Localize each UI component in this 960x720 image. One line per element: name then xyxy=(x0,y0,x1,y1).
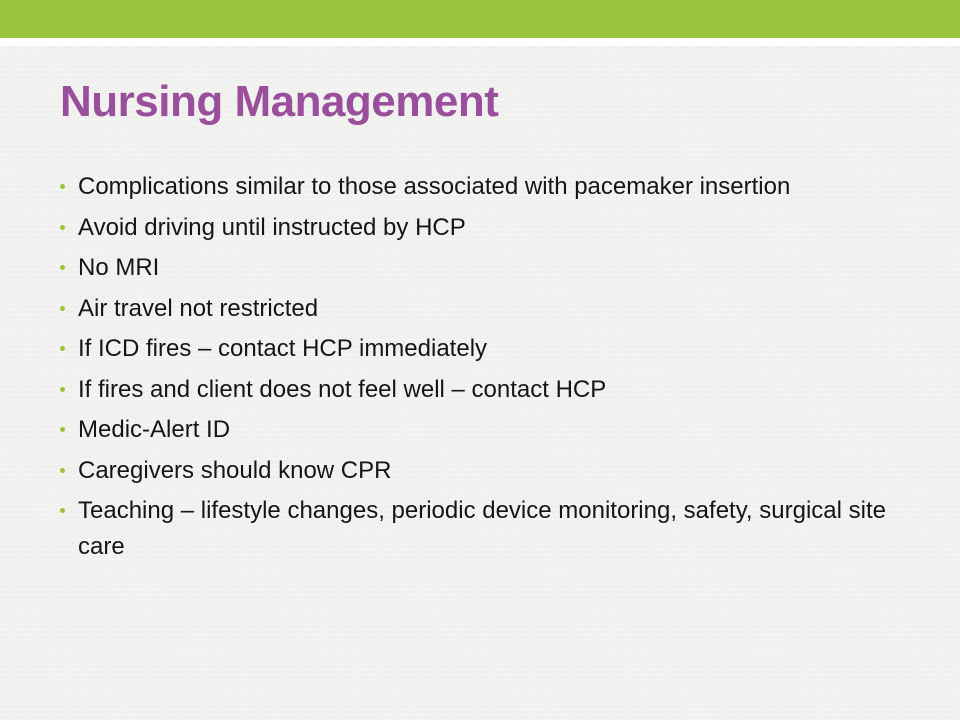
bullet-dot-icon xyxy=(60,306,65,311)
bullet-dot-icon xyxy=(60,508,65,513)
bullet-text: Avoid driving until instructed by HCP xyxy=(78,213,466,241)
bullet-text: Teaching – lifestyle changes, periodic device monitoring, safety, surgical site care xyxy=(78,497,886,560)
bullet-dot-icon xyxy=(60,427,65,432)
slide-title: Nursing Management xyxy=(60,77,499,126)
bullet-item-air-travel xyxy=(58,291,908,327)
bullet-item-client-unwell xyxy=(58,372,908,408)
bullet-item-complications xyxy=(58,169,908,205)
top-accent-band xyxy=(0,0,960,38)
bullet-text: Complications similar to those associated with pacemaker insertion xyxy=(78,173,791,200)
bullet-text: If ICD fires – contact HCP immediately xyxy=(78,335,488,362)
bullet-item-no-mri xyxy=(58,250,908,286)
top-band-gap xyxy=(0,38,960,46)
bullet-dot-icon xyxy=(60,468,65,473)
bullet-text: No MRI xyxy=(78,254,160,281)
bullet-dot-icon xyxy=(60,225,65,230)
bullet-item-avoid-driving xyxy=(58,210,908,246)
bullet-dot-icon xyxy=(60,346,65,351)
bullet-text: If fires and client does not feel well – contact HCP xyxy=(78,375,607,403)
bullet-list xyxy=(58,169,908,570)
bullet-text: Medic-Alert ID xyxy=(78,416,231,443)
bullet-dot-icon xyxy=(60,265,65,270)
bullet-item-teaching xyxy=(58,493,908,565)
bullet-dot-icon xyxy=(60,387,65,392)
bullet-item-medic-alert xyxy=(58,412,908,448)
bullet-item-caregivers-cpr xyxy=(58,453,908,489)
bullet-text: Caregivers should know CPR xyxy=(78,456,392,484)
bullet-text: Air travel not restricted xyxy=(78,294,319,322)
bullet-dot-icon xyxy=(60,184,65,189)
bullet-item-icd-fires xyxy=(58,331,908,367)
